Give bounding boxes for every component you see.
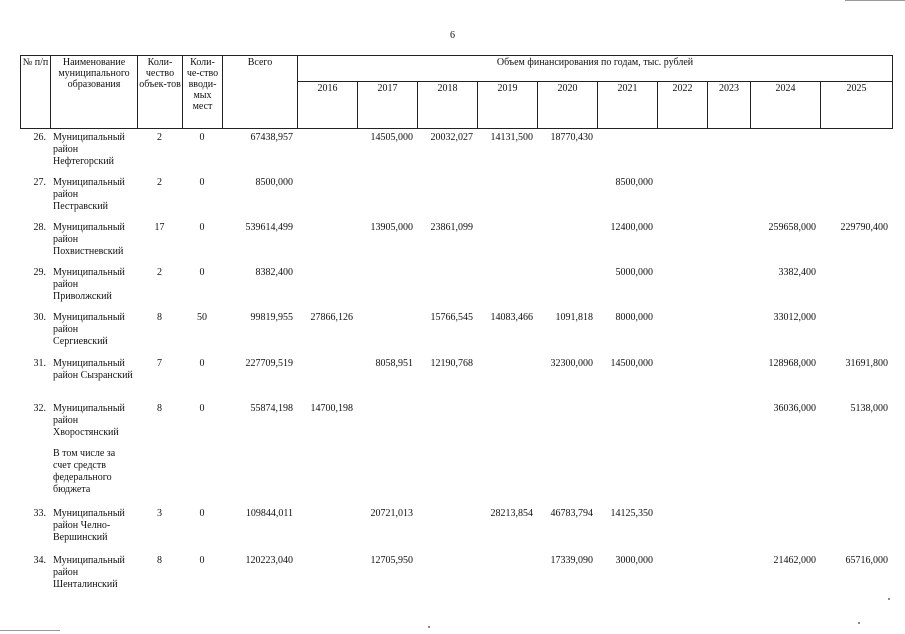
header-year-2018: 2018	[418, 82, 478, 129]
row-value-2023	[707, 220, 750, 265]
row-value-2019: 28213,854	[490, 508, 533, 519]
header-count-objects: Коли-чество объек-тов	[138, 56, 183, 129]
row-name: Муниципальный район Пестравский	[53, 177, 125, 212]
row-objects: 2	[157, 177, 162, 188]
row-value-2017	[357, 265, 417, 310]
row-objects: 7	[157, 358, 162, 369]
row-number: 29.	[33, 267, 46, 278]
row-name: Муниципальный район Похвистневский	[53, 222, 125, 257]
row-objects: 2	[157, 132, 162, 143]
row-total	[222, 446, 297, 506]
header-year-2022: 2022	[658, 82, 708, 129]
row-places: 0	[199, 508, 205, 519]
speck	[888, 598, 890, 600]
row-objects: 2	[157, 267, 162, 278]
row-value-2023	[707, 446, 750, 506]
row-value-2024: 259658,000	[768, 222, 816, 233]
row-value-2018: 20032,027	[430, 132, 473, 143]
row-value-2019	[477, 401, 537, 446]
row-name: Муниципальный район Сергиевский	[53, 312, 125, 347]
row-name: В том числе за счет средств федерального бюджета	[53, 448, 116, 495]
row-value-2025: 229790,400	[840, 222, 888, 233]
edge-line	[0, 630, 60, 631]
table-row	[20, 130, 892, 175]
row-value-2022	[657, 175, 707, 220]
row-total: 55874,198	[250, 403, 293, 414]
row-objects: 8	[157, 555, 162, 566]
row-value-2022	[657, 265, 707, 310]
row-value-2025	[820, 265, 892, 310]
header-year-2019: 2019	[478, 82, 538, 129]
row-objects: 8	[157, 312, 162, 323]
row-objects: 17	[154, 222, 165, 233]
header-year-2016: 2016	[298, 82, 358, 129]
row-value-2018	[417, 265, 477, 310]
row-total: 67438,957	[250, 132, 293, 143]
row-value-2022	[657, 401, 707, 446]
row-value-2025	[820, 506, 892, 553]
row-total: 539614,499	[245, 222, 293, 233]
row-value-2020: 17339,090	[550, 555, 593, 566]
row-name: Муниципальный район Сызранский	[53, 358, 133, 381]
row-value-2022	[657, 446, 707, 506]
table-row	[20, 310, 892, 356]
row-value-2016	[297, 506, 357, 553]
table-row	[20, 446, 892, 506]
row-value-2021: 5000,000	[615, 267, 653, 278]
row-value-2020: 32300,000	[550, 358, 593, 369]
header-year-2024: 2024	[751, 82, 821, 129]
header-no: № п/п	[21, 56, 51, 129]
row-number: 28.	[33, 222, 46, 233]
row-value-2024	[750, 506, 820, 553]
row-value-2018: 12190,768	[430, 358, 473, 369]
header-funding: Объем финансирования по годам, тыс. рублей	[298, 56, 893, 82]
header-total: Всего	[223, 56, 298, 129]
row-value-2020: 18770,430	[550, 132, 593, 143]
row-value-2019	[477, 553, 537, 598]
row-value-2025: 31691,800	[845, 358, 888, 369]
row-value-2019	[477, 446, 537, 506]
row-value-2022	[657, 356, 707, 401]
row-value-2024: 21462,000	[773, 555, 816, 566]
header-year-2017: 2017	[358, 82, 418, 129]
row-value-2025: 5138,000	[850, 403, 888, 414]
row-value-2020	[537, 401, 597, 446]
row-value-2018: 15766,545	[430, 312, 473, 323]
row-number	[20, 446, 50, 506]
row-places: 50	[197, 312, 207, 323]
header-count-places: Коли-че-ство вводи-мых мест	[183, 56, 223, 129]
row-value-2017: 12705,950	[370, 555, 413, 566]
row-number: 34.	[33, 555, 46, 566]
row-total: 99819,955	[250, 312, 293, 323]
row-value-2020: 46783,794	[550, 508, 593, 519]
header-year-2021: 2021	[598, 82, 658, 129]
row-value-2023	[707, 175, 750, 220]
row-places	[182, 446, 222, 506]
row-value-2016	[297, 220, 357, 265]
row-total: 109844,011	[245, 508, 293, 519]
table-header	[20, 55, 893, 129]
row-value-2024: 3382,400	[778, 267, 816, 278]
row-value-2022	[657, 310, 707, 356]
row-number: 26.	[33, 132, 46, 143]
row-value-2016: 27866,126	[310, 312, 353, 323]
row-value-2022	[657, 130, 707, 175]
row-value-2019	[477, 175, 537, 220]
row-value-2018	[417, 553, 477, 598]
row-value-2022	[657, 553, 707, 598]
row-total: 120223,040	[245, 555, 293, 566]
row-value-2021	[597, 130, 657, 175]
row-value-2016	[297, 175, 357, 220]
row-value-2023	[707, 310, 750, 356]
row-places: 0	[199, 358, 205, 369]
row-total: 227709,519	[245, 358, 293, 369]
row-value-2019: 14083,466	[490, 312, 533, 323]
header-name: Наименование муниципального образования	[51, 56, 138, 129]
row-value-2018: 23861,099	[430, 222, 473, 233]
row-value-2018	[417, 401, 477, 446]
row-places: 0	[199, 222, 205, 233]
row-value-2019: 14131,500	[490, 132, 533, 143]
row-value-2023	[707, 130, 750, 175]
row-total: 8382,400	[255, 267, 293, 278]
row-value-2021	[597, 401, 657, 446]
row-value-2017	[357, 446, 417, 506]
table-row	[20, 401, 892, 446]
edge-line	[845, 0, 905, 1]
row-value-2021: 14500,000	[610, 358, 653, 369]
data-table	[20, 130, 892, 598]
row-value-2016	[297, 265, 357, 310]
row-value-2019	[477, 356, 537, 401]
row-value-2018	[417, 446, 477, 506]
row-number: 32.	[33, 403, 46, 414]
row-value-2020	[537, 220, 597, 265]
row-value-2020	[537, 446, 597, 506]
row-places: 0	[199, 403, 205, 414]
row-value-2022	[657, 506, 707, 553]
row-value-2023	[707, 506, 750, 553]
row-name: Муниципальный район Хворостянский	[53, 403, 125, 438]
row-value-2016	[297, 446, 357, 506]
row-value-2024	[750, 175, 820, 220]
row-value-2023	[707, 265, 750, 310]
row-value-2017	[357, 401, 417, 446]
speck	[428, 626, 430, 628]
row-name: Муниципальный район Нефтегорский	[53, 132, 125, 167]
row-value-2021: 8500,000	[615, 177, 653, 188]
header-year-2020: 2020	[538, 82, 598, 129]
row-value-2024	[750, 446, 820, 506]
row-value-2020	[537, 175, 597, 220]
row-value-2025: 65716,000	[845, 555, 888, 566]
row-value-2025	[820, 310, 892, 356]
row-value-2017: 20721,013	[370, 508, 413, 519]
row-value-2016	[297, 356, 357, 401]
row-value-2023	[707, 356, 750, 401]
row-value-2017	[357, 175, 417, 220]
row-value-2022	[657, 220, 707, 265]
table-row	[20, 175, 892, 220]
row-value-2017: 8058,951	[375, 358, 413, 369]
row-value-2017: 13905,000	[370, 222, 413, 233]
row-value-2016	[297, 130, 357, 175]
row-value-2018	[417, 175, 477, 220]
row-value-2019	[477, 265, 537, 310]
row-name: Муниципальный район Челно-Вершинский	[53, 508, 125, 543]
row-name: Муниципальный район Шенталинский	[53, 555, 125, 590]
table-row	[20, 506, 892, 553]
row-places: 0	[199, 555, 205, 566]
row-number: 33.	[33, 508, 46, 519]
row-value-2016: 14700,198	[310, 403, 353, 414]
row-value-2025	[820, 130, 892, 175]
row-places: 0	[199, 267, 205, 278]
table-row	[20, 220, 892, 265]
row-value-2018	[417, 506, 477, 553]
row-value-2019	[477, 220, 537, 265]
row-value-2021: 12400,000	[610, 222, 653, 233]
row-objects: 3	[157, 508, 162, 519]
row-value-2020	[537, 265, 597, 310]
row-total: 8500,000	[255, 177, 293, 188]
speck	[858, 622, 860, 624]
row-value-2024: 33012,000	[773, 312, 816, 323]
row-value-2025	[820, 446, 892, 506]
row-value-2021: 14125,350	[610, 508, 653, 519]
row-value-2023	[707, 553, 750, 598]
row-value-2021: 8000,000	[615, 312, 653, 323]
row-value-2017: 14505,000	[370, 132, 413, 143]
row-places: 0	[199, 132, 205, 143]
table-row	[20, 356, 892, 401]
row-number: 30.	[33, 312, 46, 323]
table-row	[20, 265, 892, 310]
row-value-2023	[707, 401, 750, 446]
header-year-2025: 2025	[821, 82, 893, 129]
row-value-2016	[297, 553, 357, 598]
row-objects	[137, 446, 182, 506]
row-places: 0	[199, 177, 205, 188]
row-number: 27.	[33, 177, 46, 188]
row-name: Муниципальный район Приволжский	[53, 267, 125, 302]
row-value-2021	[597, 446, 657, 506]
row-value-2024: 36036,000	[773, 403, 816, 414]
row-number: 31.	[33, 358, 46, 369]
row-value-2024	[750, 130, 820, 175]
row-objects: 8	[157, 403, 162, 414]
header-year-2023: 2023	[708, 82, 751, 129]
row-value-2025	[820, 175, 892, 220]
row-value-2021: 3000,000	[615, 555, 653, 566]
row-value-2017	[357, 310, 417, 356]
page-number: 6	[450, 30, 455, 41]
table-row	[20, 553, 892, 598]
row-value-2024: 128968,000	[768, 358, 816, 369]
row-value-2020: 1091,818	[555, 312, 593, 323]
